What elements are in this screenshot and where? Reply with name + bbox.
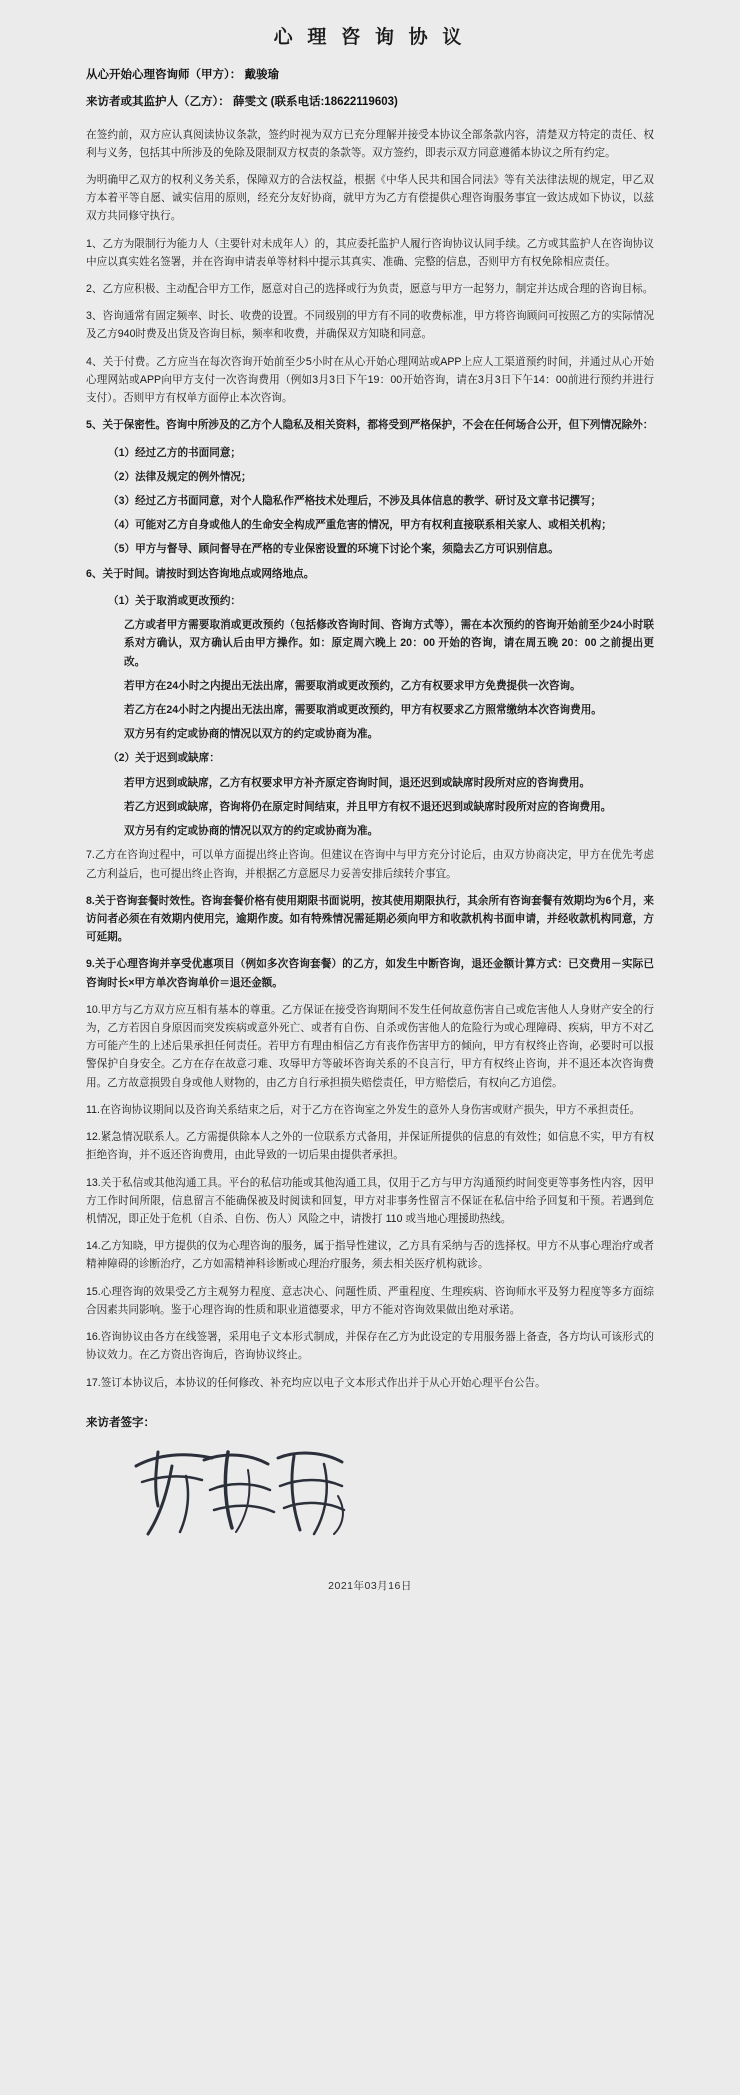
contract-paragraph: 10.甲方与乙方双方应互相有基本的尊重。乙方保证在接受咨询期间不发生任何故意伤害自己或危害他人人身财产安全的行为，乙方若因自身原因而突发疾病或意外死亡、或者有自伤、自杀或伤害他人的危险行为或心理障碍、疾病，甲方不对乙方可能产生的上述后果承担任何责任。若甲方有理由相信乙方有丧作伤害甲方的倾向，甲方有权终止咨询，必要时可以报警保护自身安全。乙方在存在故意刁难、攻辱甲方等破坏咨询关系的不良言行，甲方有权终止咨询，并不退还本次咨询费用。乙方故意损毁自身或他人财物的，由乙方自行承担损失赔偿责任，甲方赔偿后，有权向乙方追偿。 bbox=[86, 1003, 654, 1089]
contract-paragraph: 若乙方迟到或缺席，咨询将仍在原定时间结束，并且甲方有权不退还迟到或缺席时段所对应的咨询费用。 bbox=[124, 800, 612, 813]
contract-paragraph: （2）关于迟到或缺席： bbox=[108, 752, 220, 765]
contract-paragraph: （1）经过乙方的书面同意； bbox=[108, 446, 242, 459]
contract-paragraph: 16.咨询协议由各方在线签署，采用电子文本形式制成，并保存在乙方为此设定的专用服务器上备查，各方均认可该形式的协议效力。在乙方资出咨询后，咨询协议终止。 bbox=[86, 1331, 654, 1362]
contract-paragraph: 为明确甲乙双方的权利义务关系，保障双方的合法权益，根据《中华人民共和国合同法》等有关法律法规的规定，甲乙双方本着平等自愿、诚实信用的原则，经充分友好协商，就甲方为乙方有偿提供心理咨询服务事宜一致达成如下协议，以兹双方共同修守执行。 bbox=[86, 173, 654, 223]
contract-paragraph: 4、关于付费。乙方应当在每次咨询开始前至少5小时在从心开始心理网站或APP上应人工渠道预约时间，并通过从心开始心理网站或APP向甲方支付一次咨询费用（例如3月3日下午19：00开始咨询，请在3月3日下午14：00前进行预约并进行支付）。否则甲方有权单方面停止本次咨询。 bbox=[86, 355, 654, 405]
contract-paragraph: 1、乙方为限制行为能力人（主要针对未成年人）的，其应委托监护人履行咨询协议认同手续。乙方或其监护人在咨询协议中应以真实姓名签署，并在咨询申请表单等材料中提示其真实、准确、完整的信息，否则甲方有权免除相应责任。 bbox=[86, 237, 654, 268]
contract-body bbox=[86, 126, 654, 1392]
counselor-line: 从心开始心理咨询师（甲方）： 戴骏瑜 bbox=[86, 69, 279, 81]
contract-paragraph: 13.关于私信或其他沟通工具。平台的私信功能或其他沟通工具，仅用于乙方与甲方沟通预约时间变更等事务性内容，因甲方工作时间所限，信息留言不能确保被及时阅读和回复，甲方对非事务性留言不保证在私信中给予回复和干预。若遇到危机情况，即正处于危机（自杀、自伤、伤人）风险之中，请拨打 110 或当地心理援助热线。 bbox=[86, 1176, 654, 1225]
document-sheet bbox=[86, 0, 654, 1611]
contract-paragraph: （5）甲方与督导、顾问督导在严格的专业保密设置的环境下讨论个案，须隐去乙方可识别信息。 bbox=[108, 543, 559, 556]
contract-paragraph: （4）可能对乙方自身或他人的生命安全构成严重危害的情况，甲方有权利直接联系相关家人、或相关机构； bbox=[108, 519, 612, 532]
contract-paragraph: 11.在咨询协议期间以及咨询关系结束之后，对于乙方在咨询室之外发生的意外人身伤害或财产损失，甲方不承担责任。 bbox=[86, 1103, 641, 1116]
contract-paragraph: 双方另有约定或协商的情况以双方的约定或协商为准。 bbox=[124, 825, 379, 838]
contract-paragraph: 17.签订本协议后，本协议的任何修改、补充均应以电子文本形式作出并于从心开始心理平台公告。 bbox=[86, 1376, 546, 1389]
contract-paragraph: （3）经过乙方书面同意，对个人隐私作严格技术处理后，不涉及具体信息的教学、研讨及文章书记撰写； bbox=[108, 495, 602, 507]
page-title: 心 理 咨 询 协 议 bbox=[273, 27, 467, 48]
contract-paragraph: 12.紧急情况联系人。乙方需提供除本人之外的一位联系方式备用，并保证所提供的信息的有效性；如信息不实，甲方有权拒绝咨询，并不返还咨询费用，由此导致的一切后果由提供者承担。 bbox=[86, 1131, 654, 1162]
contract-paragraph: 15.心理咨询的效果受乙方主观努力程度、意志决心、问题性质、严重程度、生理疾病、咨询师水平及努力程度等多方面综合因素共同影响。鉴于心理咨询的性质和职业道德要求，甲方不能对咨询效果做出绝对承诺。 bbox=[86, 1285, 654, 1316]
signature-label: 来访者签字： bbox=[86, 1416, 155, 1429]
contract-paragraph: 14.乙方知晓，甲方提供的仅为心理咨询的服务，属于指导性建议，乙方具有采纳与否的选择权。甲方不从事心理治疗或者精神障碍的诊断治疗，乙方如需精神科诊断或心理治疗服务，须去相关医疗机构就诊。 bbox=[86, 1240, 654, 1271]
contract-paragraph: （2）法律及规定的例外情况； bbox=[108, 470, 252, 483]
contract-paragraph: 在签约前，双方应认真阅读协议条款，签约时视为双方已充分理解并接受本协议全部条款内容，清楚双方特定的责任、权利与义务，包括其中所涉及的免除及限制双方权责的条款等。双方签约，即表示双方同意遵循本协议之所有约定。 bbox=[86, 128, 654, 159]
contract-paragraph: 5、关于保密性。咨询中所涉及的乙方个人隐私及相关资料，都将受到严格保护，不会在任何场合公开，但下列情况除外： bbox=[86, 419, 654, 432]
contract-paragraph: 8.关于咨询套餐时效性。咨询套餐价格有使用期限书面说明，按其使用期限执行，其余所有咨询套餐有效期均为6个月，来访问者必须在有效期内使用完，逾期作废。如有特殊情况需延期必须向甲方和收款机构书面申请，并经收款机构同意，方可延期。 bbox=[86, 894, 654, 944]
client-line: 来访者或其监护人（乙方）： 薛雯文 (联系电话:18622119603) bbox=[86, 96, 398, 109]
contract-paragraph: 若甲方在24小时之内提出无法出席，需要取消或更改预约，乙方有权要求甲方免费提供一次咨询。 bbox=[124, 679, 581, 692]
signature-date: 2021年03月16日 bbox=[328, 1579, 412, 1592]
contract-paragraph: 7.乙方在咨询过程中，可以单方面提出终止咨询。但建议在咨询中与甲方充分讨论后，由双方协商决定，甲方在优先考虑乙方利益后，也可提出终止咨询，并根据乙方意愿尽力妥善安排后续转介事宜。 bbox=[86, 849, 654, 880]
contract-paragraph: 2、乙方应积极、主动配合甲方工作，愿意对自己的选择或行为负责，愿意与甲方一起努力，制定并达成合理的咨询目标。 bbox=[86, 283, 654, 296]
handwritten-signature-icon bbox=[128, 1436, 358, 1546]
contract-paragraph: 若乙方在24小时之内提出无法出席，需要取消或更改预约，甲方有权要求乙方照常缴纳本次咨询费用。 bbox=[124, 703, 602, 716]
signature-area bbox=[86, 1432, 654, 1552]
contract-paragraph: 3、咨询通常有固定频率、时长、收费的设置。不同级别的甲方有不同的收费标准，甲方将咨询顾问可按照乙方的实际情况及乙方940时费及出货及咨询目标，频率和收费，并确保双方知晓和同意。 bbox=[86, 310, 654, 341]
contract-paragraph: 乙方或者甲方需要取消或更改预约（包括修改咨询时间、咨询方式等），需在本次预约的咨询开始前至少24小时联系对方确认，双方确认后由甲方操作。如：原定周六晚上 20：00 开始的咨询，请在周五晚 20：00 之前提出更改。 bbox=[124, 619, 654, 668]
contract-paragraph: 6、关于时间。请按时到达咨询地点或网络地点。 bbox=[86, 567, 315, 580]
contract-paragraph: 双方另有约定或协商的情况以双方的约定或协商为准。 bbox=[124, 728, 379, 741]
contract-paragraph: 9.关于心理咨询并享受优惠项目（例如多次咨询套餐）的乙方，如发生中断咨询，退还金额计算方式：已交费用－实际已咨询时长×甲方单次咨询单价＝退还金额。 bbox=[86, 958, 654, 989]
contract-paragraph: 若甲方迟到或缺席，乙方有权要求甲方补齐原定咨询时间，退还迟到或缺席时段所对应的咨询费用。 bbox=[124, 776, 591, 789]
contract-paragraph: （1）关于取消或更改预约： bbox=[108, 594, 242, 607]
